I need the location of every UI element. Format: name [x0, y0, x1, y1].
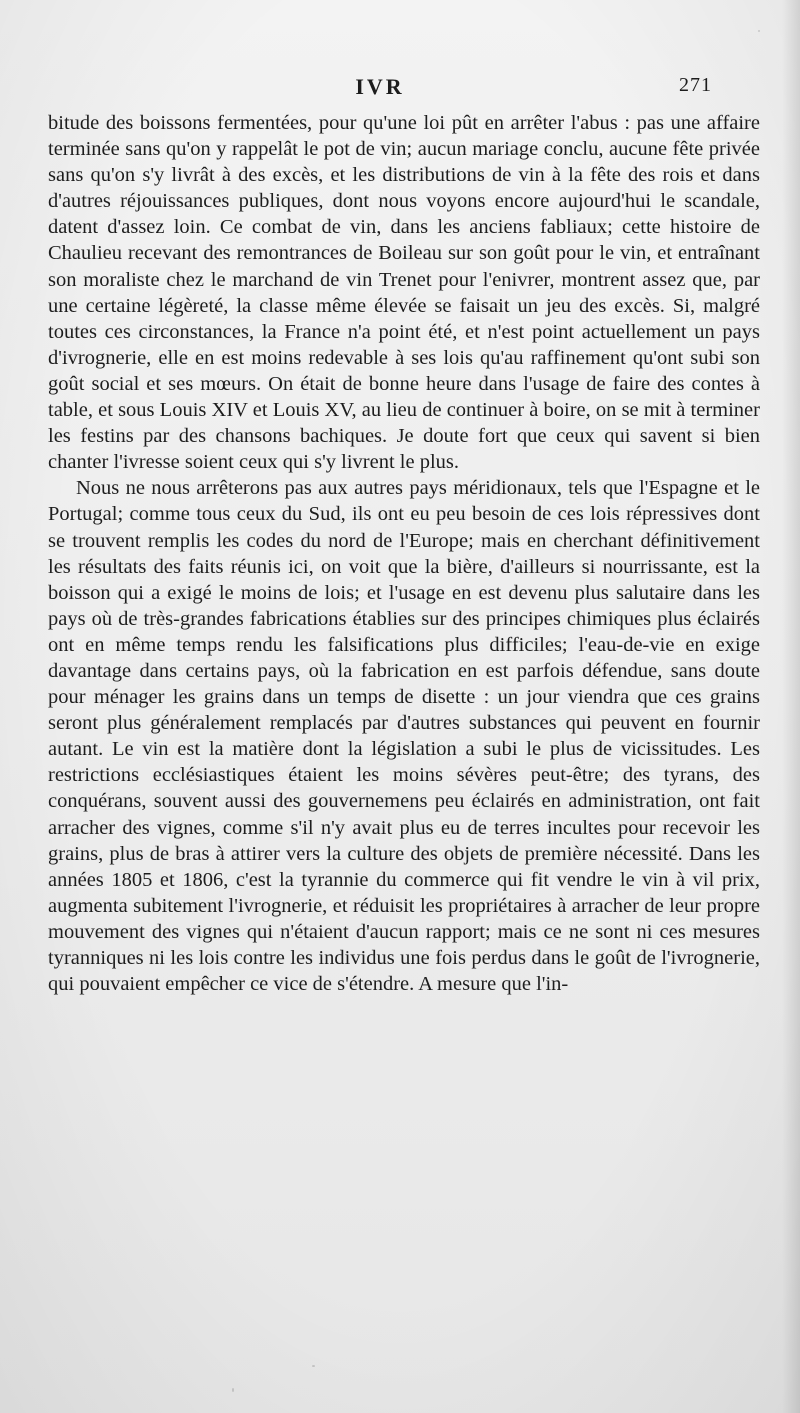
- body-text: [48, 110, 760, 997]
- paper-speck: [232, 1388, 234, 1392]
- page-number: 271: [679, 74, 712, 96]
- page-header: [48, 74, 712, 102]
- running-title: IVR: [355, 74, 405, 99]
- paper-speck: [758, 30, 760, 32]
- paragraph-continued: bitude des boissons fermentées, pour qu'une loi pût en arrêter l'abus : pas une affaire terminée sans qu'on y rappelât le pot de vin; aucun mariage conclu, aucune fête privée sans qu'on s'y livrât à des excès, et les distributions de vin à la fête des rois et dans d'autres réjouissances publiques, dont nous voyons encore aujourd'hui le scandale, datent d'assez loin. Ce combat de vin, dans les anciens fabliaux; cette histoire de Chaulieu recevant des remontrances de Boileau sur son goût pour le vin, et entraînant son moraliste chez le marchand de vin Trenet pour l'enivrer, montrent assez que, par une certaine légèreté, la classe même élevée se faisait un jeu des excès. Si, malgré toutes ces circonstances, la France n'a point été, et n'est point actuellement un pays d'ivrognerie, elle en est moins redevable à ses lois qu'au raffinement qu'ont subi son goût social et ses mœurs. On était de bonne heure dans l'usage de faire des contes à table, et sous Louis XIV et Louis XV, au lieu de continuer à boire, on se mit à terminer les festins par des chansons bachiques. Je doute fort que ceux qui savent si bien chanter l'ivresse soient ceux qui s'y livrent le plus.: [48, 112, 760, 474]
- paragraph-nous-ne-nous-arreterons: Nous ne nous arrêterons pas aux autres pays méridionaux, tels que l'Espagne et le Portugal; comme tous ceux du Sud, ils ont eu peu besoin de ces lois répressives dont se trouvent remplis les codes du nord de l'Europe; mais en cherchant définitivement les résultats des faits réunis ici, on voit que la bière, d'ailleurs si nourrissante, est la boisson qui a exigé le moins de lois; et l'usage en est devenu plus salutaire dans les pays où de très-grandes fabrications établies sur des principes chimiques plus éclairés ont en même temps rendu les falsifications plus difficiles; l'eau-de-vie en exige davantage dans certains pays, où la fabrication en est parfois défendue, sans doute pour ménager les grains dans un temps de disette : un jour viendra que ces grains seront plus généralement remplacés par d'autres substances qui peuvent en fournir autant. Le vin est la matière dont la législation a subi le plus de vicissitudes. Les restrictions ecclésiastiques étaient les moins sévères peut-être; des tyrans, des conquérans, souvent aussi des gouvernemens peu éclairés en administration, ont fait arracher des vignes, comme s'il n'y avait plus eu de terres incultes pour recevoir les grains, plus de bras à attirer vers la culture des objets de première nécessité. Dans les années 1805 et 1806, c'est la tyrannie du commerce qui fit vendre le vin à vil prix, augmenta subitement l'ivrognerie, et réduisit les propriétaires à arracher de leur propre mouvement des vignes qui n'étaient d'aucun rapport; mais ce ne sont ni ces mesures tyranniques ni les lois contre les individus une fois perdus dans le goût de l'ivrognerie, qui pouvaient empêcher ce vice de s'étendre. A mesure que l'in-: [48, 477, 760, 996]
- paper-speck: [312, 1365, 315, 1367]
- page-edge-shadow: [782, 0, 800, 1413]
